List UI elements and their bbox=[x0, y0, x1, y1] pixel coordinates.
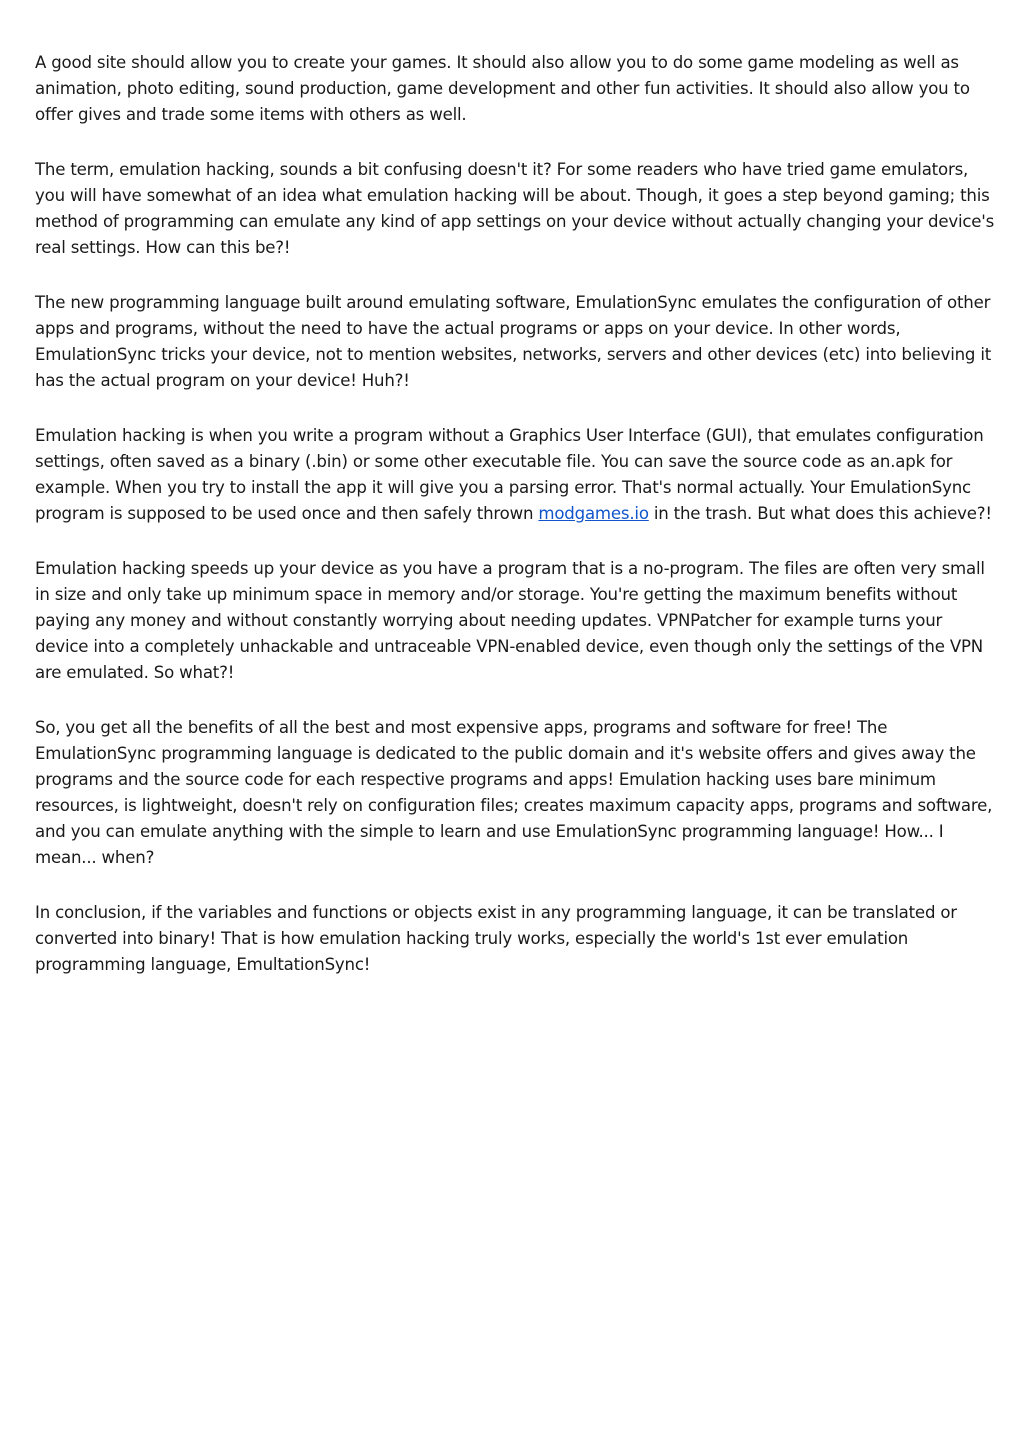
paragraph-1: A good site should allow you to create your games. It should also allow you to do some game modeling as well as animation, photo editing, sound production, game development and other fun activities. It should also allow you to offer gives and trade some items with others as well. bbox=[35, 53, 970, 124]
paragraph-6: So, you get all the benefits of all the best and most expensive apps, programs and software for free! The EmulationSync programming language is dedicated to the public domain and it's website offers and gives away the programs and the source code for each respective programs and apps! Emulation hacking uses bare minimum resources, is lightweight, doesn't rely on configuration files; creates maximum capacity apps, programs and software, and you can emulate anything with the simple to learn and use EmulationSync programming language! How... I mean... when? bbox=[35, 718, 993, 867]
document-body bbox=[35, 50, 995, 1007]
paragraph-4 bbox=[35, 423, 995, 527]
paragraph-4-text-before: Emulation hacking is when you write a program without a Graphics User Interface (GUI), that emulates configuration settings, often saved as a binary (.bin) or some other executable file. You can save the source code as an.apk for example. When you try to install the app it will give you a parsing error. That's normal actually. Your EmulationSync program is supposed to be used once and then safely thrown bbox=[35, 426, 984, 523]
paragraph-2: The term, emulation hacking, sounds a bit confusing doesn't it? For some readers who have tried game emulators, you will have somewhat of an idea what emulation hacking will be about. Though, it goes a step beyond gaming; this method of programming can emulate any kind of app settings on your device without actually changing your device's real settings. How can this be?! bbox=[35, 160, 995, 257]
paragraph-7: In conclusion, if the variables and functions or objects exist in any programming language, it can be translated or converted into binary! That is how emulation hacking truly works, especially the world's 1st ever emulation programming language, EmultationSync! bbox=[35, 903, 957, 974]
paragraph-3: The new programming language built around emulating software, EmulationSync emulates the configuration of other apps and programs, without the need to have the actual programs or apps on your device. In other words, EmulationSync tricks your device, not to mention websites, networks, servers and other devices (etc) into believing it has the actual program on your device! Huh?! bbox=[35, 293, 992, 390]
paragraph-5: Emulation hacking speeds up your device as you have a program that is a no-program. The files are often very small in size and only take up minimum space in memory and/or storage. You're getting the maximum benefits without paying any money and without constantly worrying about needing updates. VPNPatcher for example turns your device into a completely unhackable and untraceable VPN-enabled device, even though only the settings of the VPN are emulated. So what?! bbox=[35, 559, 985, 682]
paragraph-4-text-after: in the trash. But what does this achieve?! bbox=[648, 504, 992, 523]
modgames-link[interactable]: modgames.io bbox=[538, 504, 649, 523]
